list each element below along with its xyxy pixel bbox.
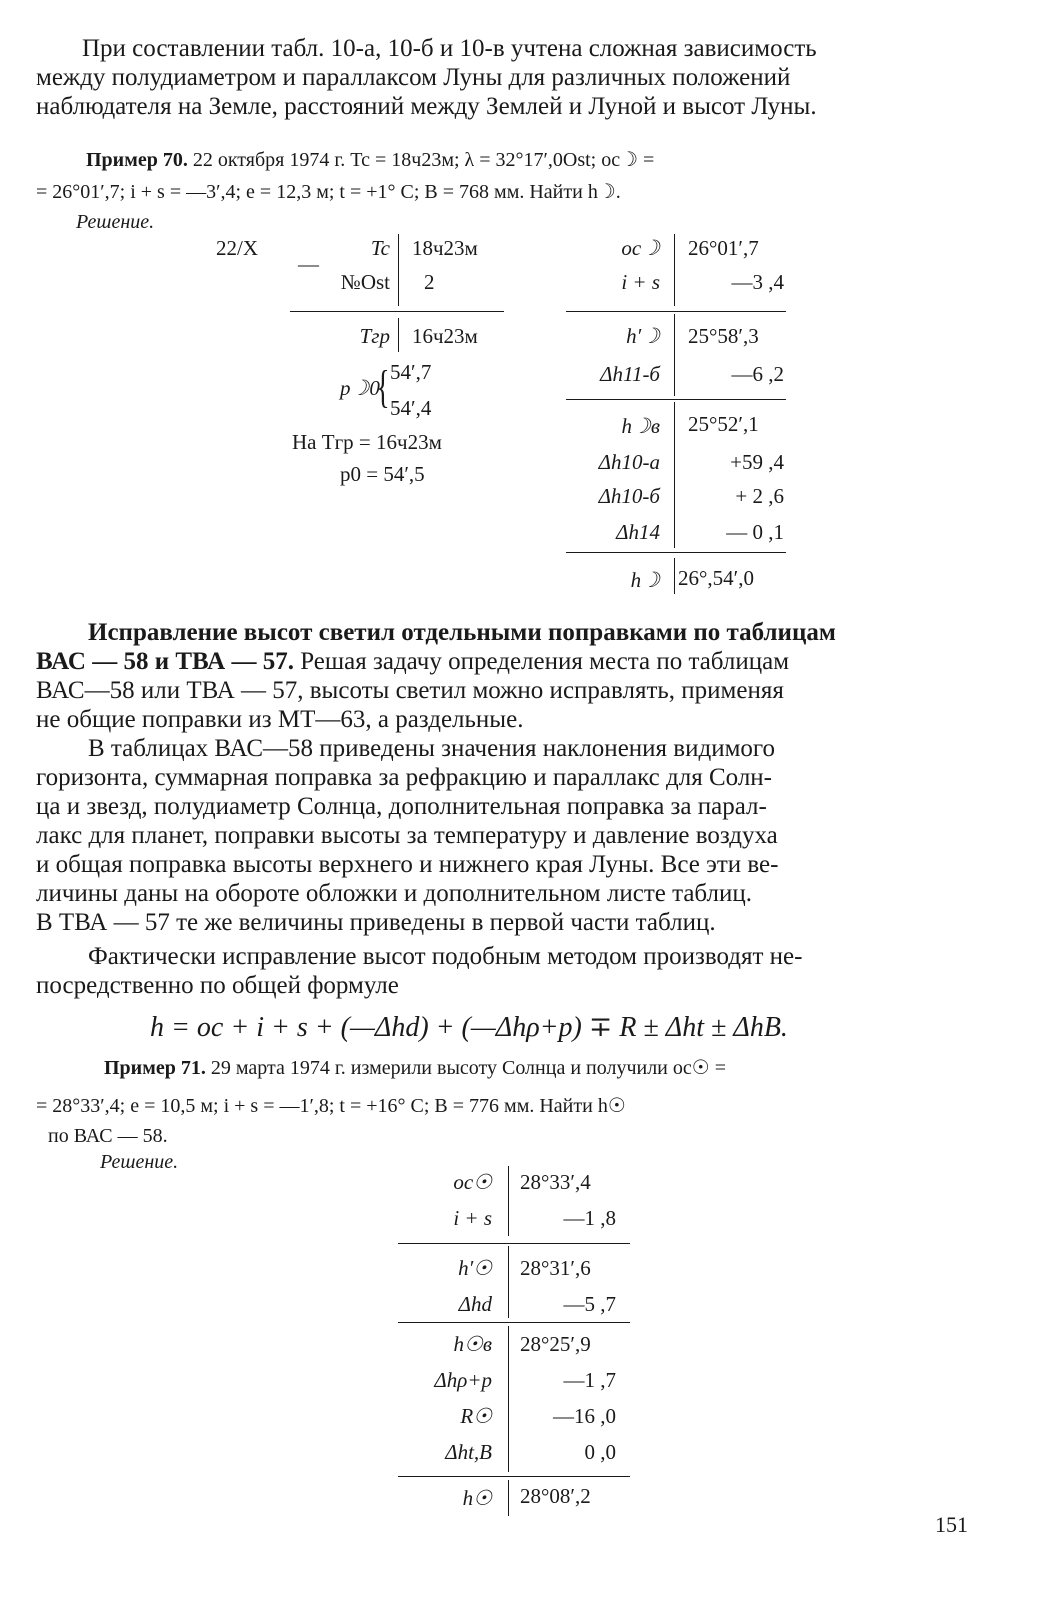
table-value: 28°25′,9 — [520, 1332, 591, 1356]
table-label: Tгр — [359, 324, 390, 348]
paragraph-vas — [36, 734, 986, 937]
table-label: Δh14 — [616, 520, 660, 544]
table-value: — 0 ,1 — [726, 520, 784, 544]
table-label: Δh10-б — [598, 484, 660, 508]
table-rule — [566, 552, 786, 553]
table-rule — [398, 1322, 630, 1323]
table-value: 18ч23м — [412, 236, 478, 260]
parallax-label: p☽0 — [340, 376, 380, 400]
text-line: ВАС—58 или ТВА — 57, высоты светил можно исправлять, применяя — [36, 677, 784, 704]
result-line: p0 = 54′,5 — [340, 462, 425, 486]
table-value: 26°01′,7 — [688, 236, 759, 260]
table-rule — [398, 1243, 630, 1244]
table-value: —6 ,2 — [731, 362, 784, 386]
text-line: не общие поправки из МТ—63, а раздельные. — [36, 706, 524, 733]
table-divider — [674, 402, 675, 548]
table-label: Δhd — [458, 1292, 492, 1316]
table-value: 0 ,0 — [584, 1440, 616, 1464]
text-line: наблюдателя на Земле, расстояний между Землей и Луной и высот Луны. — [36, 93, 817, 120]
text-line: между полудиаметром и параллаксом Луны для различных положений — [36, 64, 791, 91]
parallax-value: 54′,4 — [390, 396, 432, 420]
table-label: Δh11-б — [600, 362, 660, 386]
example70-solution-label: Решение. — [76, 211, 155, 233]
table-label: h☉ — [462, 1486, 492, 1510]
section-title-line: Исправление высот светил отдельными поправками по таблицам — [88, 619, 836, 646]
text-line: и общая поправка высоты верхнего и нижнего края Луны. Все эти ве- — [36, 851, 779, 878]
table-divider — [398, 234, 399, 306]
table-label: h′☽ — [626, 324, 660, 348]
example71-line1 — [104, 1054, 726, 1083]
text-line: При составлении табл. 10-а, 10-б и 10-в учтена сложная зависимость — [82, 35, 817, 62]
table-label: Δhρ+p — [434, 1368, 492, 1392]
table-label: Δht,B — [445, 1440, 492, 1464]
example71-solution-label: Решение. — [100, 1151, 179, 1173]
table-value: +59 ,4 — [730, 450, 784, 474]
text-line: Фактически исправление высот подобным методом производят не- — [88, 943, 803, 970]
example70-label: Пример 70. — [86, 149, 188, 171]
example71-label: Пример 71. — [104, 1057, 206, 1079]
table-value: 16ч23м — [412, 324, 478, 348]
table-value: 2 — [424, 270, 435, 294]
table-value: —1 ,8 — [563, 1206, 616, 1230]
text-line: личины даны на обороте обложки и дополнительном листе таблиц. — [36, 880, 752, 907]
example70-text: 22 октября 1974 г. Tc = 18ч23м; λ = 32°17′,0Ost; oc☽ = — [192, 149, 655, 171]
table-label: h′☉ — [458, 1256, 492, 1280]
table-divider — [674, 234, 675, 306]
table-value: 28°31′,6 — [520, 1256, 591, 1280]
table-value: —3 ,4 — [731, 270, 784, 294]
table-value: 28°33′,4 — [520, 1170, 591, 1194]
table-value: —5 ,7 — [563, 1292, 616, 1316]
table-label: oc☉ — [453, 1170, 492, 1194]
text-line: посредственно по общей формуле — [36, 972, 399, 999]
table-label: i + s — [621, 270, 660, 294]
parallax-value: 54′,7 — [390, 360, 432, 384]
table-value: 28°08′,2 — [520, 1484, 591, 1508]
table-label: №Ost — [340, 270, 390, 294]
text-line: лакс для планет, поправки высоты за температуру и давление воздуха — [36, 822, 778, 849]
table-divider — [508, 1166, 509, 1236]
table-label: Tc — [370, 236, 390, 260]
table-label: i + s — [453, 1206, 492, 1230]
table-rule — [566, 399, 786, 400]
paragraph-formula-intro — [36, 942, 986, 1000]
page-number: 151 — [935, 1512, 968, 1537]
table-label: Δh10-а — [598, 450, 660, 474]
table-label: h☉в — [453, 1332, 492, 1356]
table-divider — [674, 558, 675, 594]
text-line: В ТВА — 57 те же величины приведены в первой части таблиц. — [36, 909, 716, 936]
section-title-end: ВАС — 58 и ТВА — 57. — [36, 648, 294, 675]
table-value: —16 ,0 — [553, 1404, 616, 1428]
table-rule — [290, 311, 504, 312]
table-label: oc☽ — [621, 236, 660, 260]
table-divider — [508, 1246, 509, 1318]
correction-formula: h = oc + i + s + (—Δhd) + (—Δhρ+p) ∓ R ± Δht ± ΔhB. — [150, 1012, 788, 1043]
result-line: На Tгр = 16ч23м — [292, 430, 442, 454]
table-value: + 2 ,6 — [735, 484, 784, 508]
brace: { — [376, 361, 390, 412]
example70-date: 22/X — [216, 236, 258, 260]
example71-line2: = 28°33′,4; e = 10,5 м; i + s = —1′,8; t = +16° C; B = 776 мм. Найти h☉ — [36, 1095, 626, 1117]
table-rule — [566, 311, 786, 312]
example70-line2: = 26°01′,7; i + s = —3′,4; e = 12,3 м; t = +1° C; B = 768 мм. Найти h☽. — [36, 181, 621, 203]
table-label: R☉ — [460, 1404, 492, 1428]
table-divider — [508, 1326, 509, 1472]
table-divider — [398, 318, 399, 352]
text-line: ца и звезд, полудиаметр Солнца, дополнительная поправка за парал- — [36, 793, 767, 820]
text-line: горизонта, суммарная поправка за рефракцию и параллакс для Солн- — [36, 764, 772, 791]
table-value: —1 ,7 — [563, 1368, 616, 1392]
table-label: h☽в — [621, 414, 660, 438]
section-paragraph — [36, 618, 986, 734]
table-value: 25°58′,3 — [688, 324, 759, 348]
intro-paragraph — [36, 34, 986, 121]
example71-line3: по ВАС — 58. — [48, 1125, 168, 1147]
example71-text: 29 марта 1974 г. измерили высоту Солнца и получили oc☉ = — [210, 1057, 726, 1079]
text-line: В таблицах ВАС—58 приведены значения наклонения видимого — [88, 735, 776, 762]
table-value: 25°52′,1 — [688, 412, 759, 436]
table-rule — [398, 1476, 630, 1477]
table-divider — [674, 314, 675, 396]
table-value: 26°,54′,0 — [678, 566, 754, 590]
example70-line1 — [86, 146, 654, 175]
table-divider — [508, 1480, 509, 1516]
table-label: h☽ — [630, 568, 660, 592]
text-line: ВАС — 58 и ТВА — 57. Решая задачу определения места по таблицам — [36, 648, 790, 675]
minus-sign: — — [298, 252, 319, 276]
